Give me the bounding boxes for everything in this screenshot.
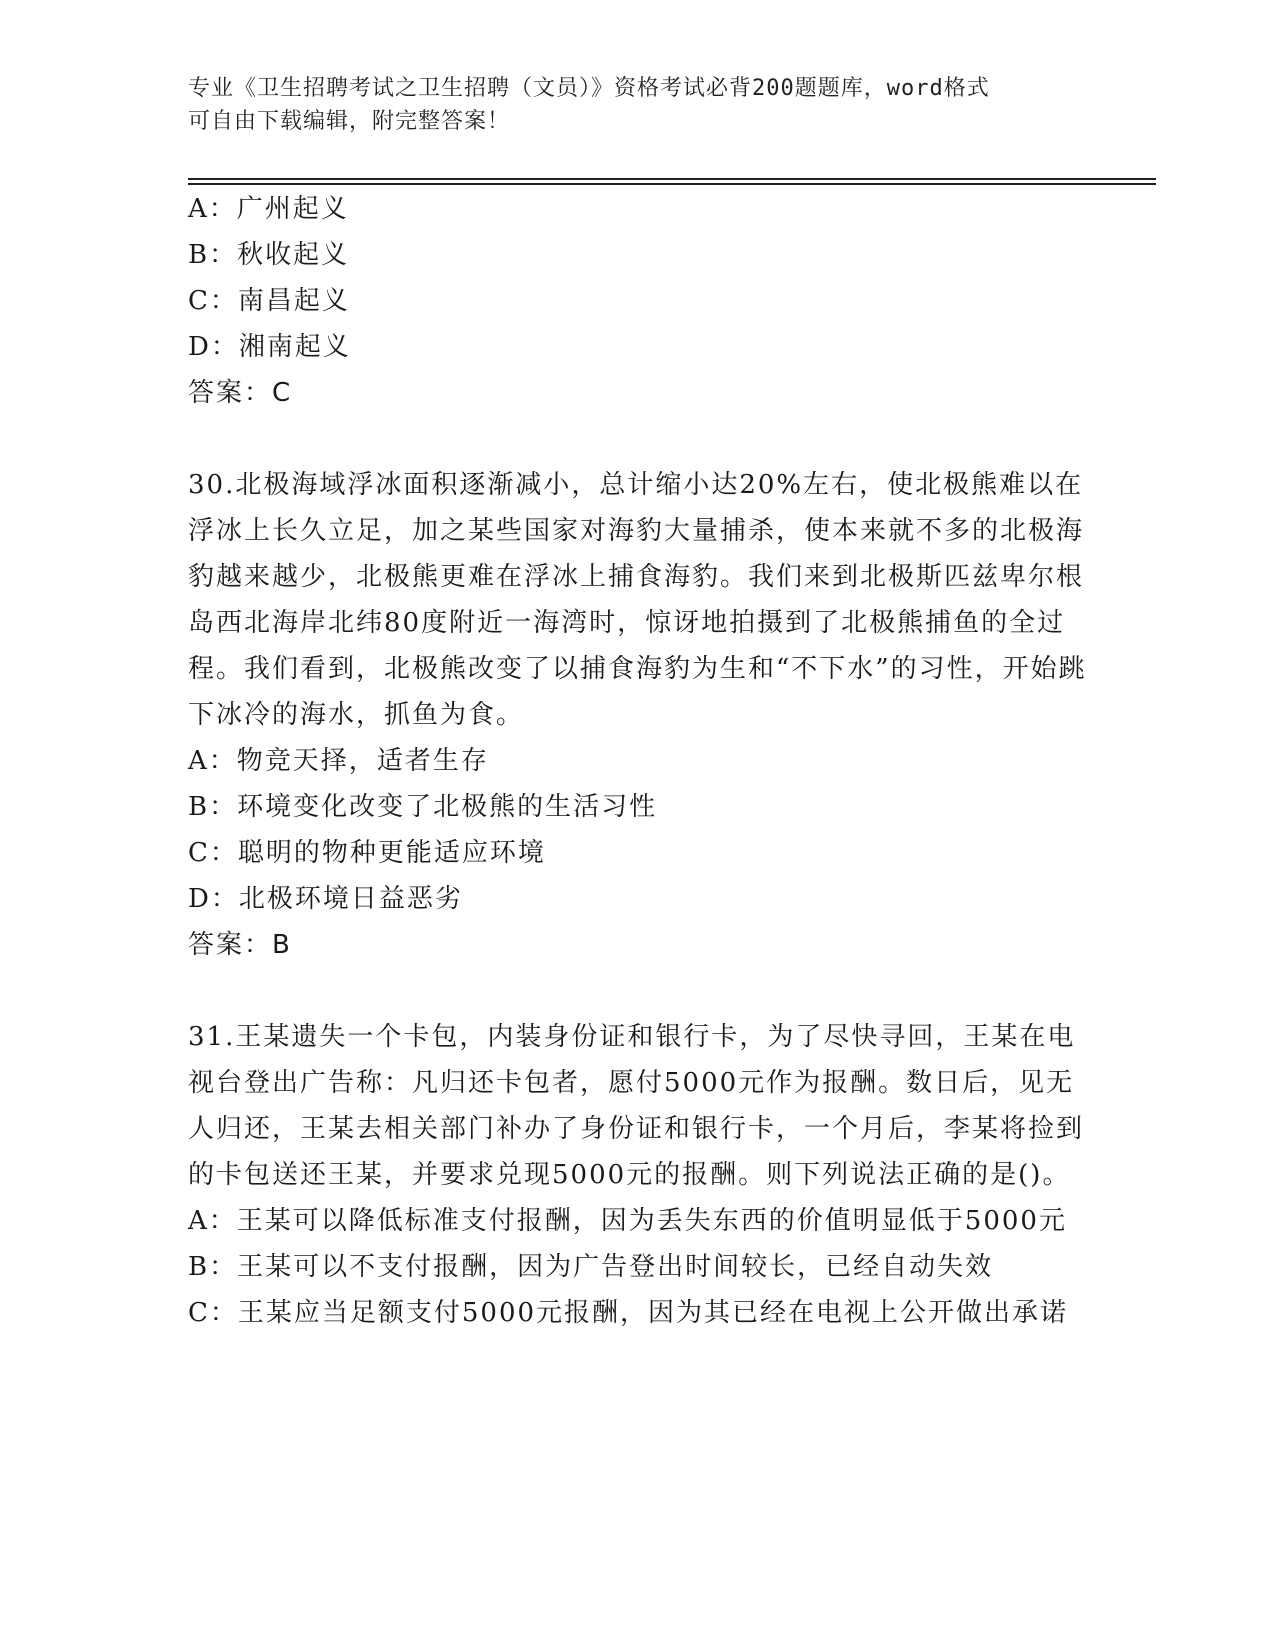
question-29 [188,186,1088,416]
question-content [188,186,1088,1336]
q30-option-a: A：物竞天择，适者生存 [188,746,489,776]
q29-answer: 答案：C [188,378,293,408]
q30-option-b: B：环境变化改变了北极熊的生活习性 [188,792,658,822]
q31-option-b: B：王某可以不支付报酬，因为广告登出时间较长，已经自动失效 [188,1252,994,1282]
question-31 [188,1014,1088,1336]
q29-option-a: A：广州起义 [188,194,349,224]
q30-answer: 答案：B [188,930,292,960]
q30-stem: 30.北极海域浮冰面积逐渐减小，总计缩小达20%左右，使北极熊难以在浮冰上长久立足，加之某些国家对海豹大量捕杀，使本来就不多的北极海豹越来越少，北极熊更难在浮冰上捕食海豹。我们来到北极斯匹兹卑尔根岛西北海岸北纬80度附近一海湾时，惊讶地拍摄到了北极熊捕鱼的全过程。我们看到，北极熊改变了以捕食海豹为生和“不下水”的习性，开始跳下冰冷的海水，抓鱼为食。 [188,470,1087,730]
spacer [188,968,1088,1014]
header-divider-top [188,178,1156,180]
document-header [188,72,1088,138]
q31-option-c: C：王某应当足额支付5000元报酬，因为其已经在电视上公开做出承诺 [188,1298,1069,1328]
q29-option-d: D：湘南起义 [188,332,351,362]
header-divider-bottom [188,183,1156,185]
q31-stem: 31.王某遗失一个卡包，内装身份证和银行卡，为了尽快寻回，王某在电视台登出广告称：凡归还卡包者，愿付5000元作为报酬。数日后，见无人归还，王某去相关部门补办了身份证和银行卡，一个月后，李某将捡到的卡包送还王某，并要求兑现5000元的报酬。则下列说法正确的是()。 [188,1022,1085,1190]
spacer [188,416,1088,462]
header-line-1: 专业《卫生招聘考试之卫生招聘（文员）》资格考试必背200题题库，word格式 [188,76,990,101]
q29-option-c: C：南昌起义 [188,286,350,316]
q30-option-d: D：北极环境日益恶劣 [188,884,463,914]
q30-option-c: C：聪明的物种更能适应环境 [188,838,546,868]
q29-option-b: B：秋收起义 [188,240,350,270]
q31-option-a: A：王某可以降低标准支付报酬，因为丢失东西的价值明显低于5000元 [188,1206,1067,1236]
header-line-2: 可自由下载编辑，附完整答案！ [188,109,511,134]
question-30 [188,462,1088,968]
